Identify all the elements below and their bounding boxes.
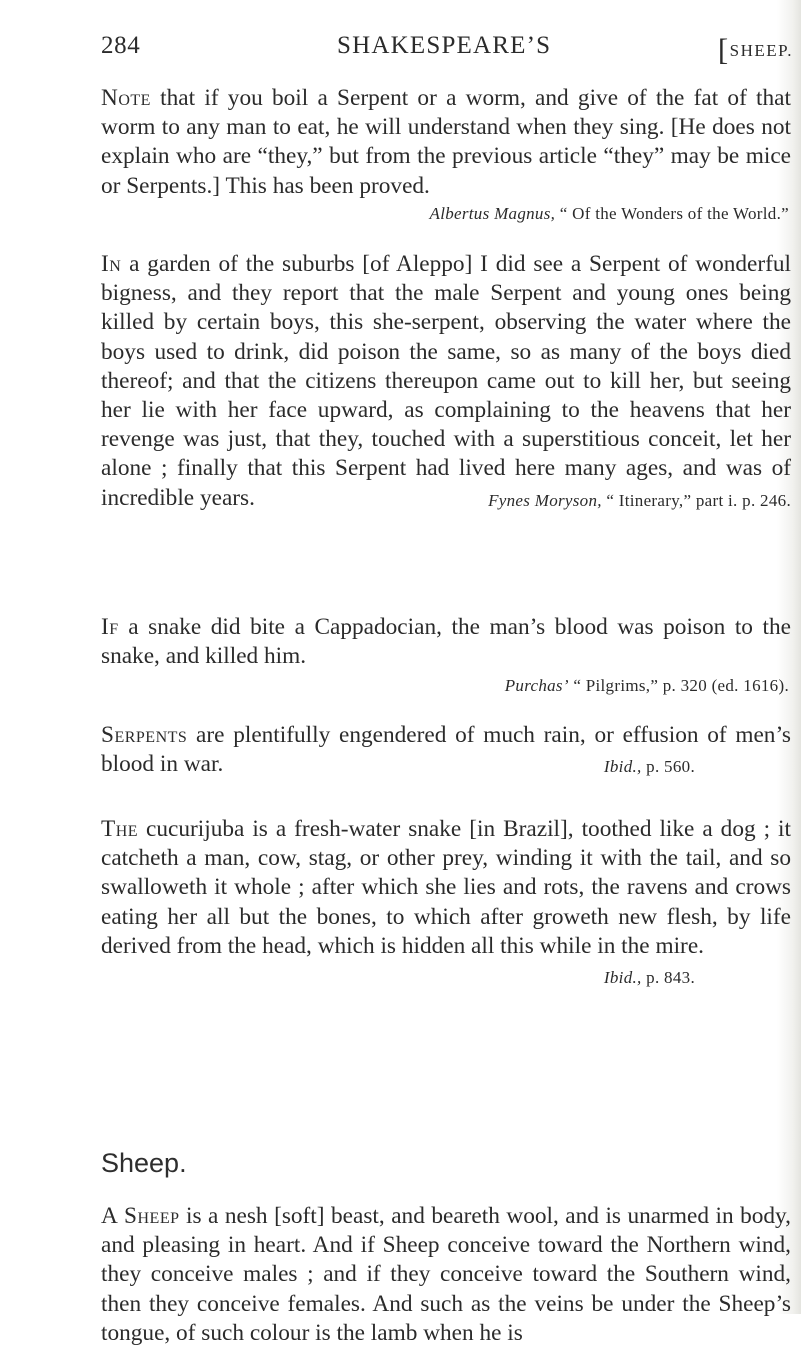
entry-paragraph bbox=[101, 721, 791, 781]
entry-paragraph bbox=[101, 613, 791, 671]
citation-work: p. 843. bbox=[641, 968, 695, 988]
entry-paragraph bbox=[101, 250, 791, 515]
citation-author: Purchas’ bbox=[504, 676, 569, 695]
running-title: SHAKESPEARE’S bbox=[337, 32, 552, 59]
entry-text: is a nesh [soft] beast, and beareth wool, and is unarmed in body, and pleasing in heart. And if Sheep conceive toward the Northern wind, they conceive males ; and if they conceive toward the Southern wind, then they conceive females. And such as the veins be under the Sheep’s tongue, of such colour is the lamb when he is bbox=[101, 1203, 791, 1346]
citation-author: Albertus Magnus, bbox=[429, 204, 556, 223]
citation-work: “ Itinerary,” part i. p. 246. bbox=[601, 490, 791, 510]
section-marker: [SHEEP. bbox=[717, 32, 793, 67]
entry-lead: If bbox=[101, 614, 119, 640]
citation-work: “ Of the Wonders of the World.” bbox=[555, 204, 789, 223]
entry-text: a garden of the suburbs [of Aleppo] I did see a Serpent of wonderful bigness, and they report that the male Serpent and young ones being killed by certain boys, this she-serpent, observing the water where the boys used to drink, did poison the same, so as many of the boys died thereof; and that the citizens thereupon came out to kill her, but seeing her lie with her face upward, as complaining to the heavens that her revenge was just, that they, touched with a superstitious conceit, let her alone ; finally that this Serpent had lived here many ages, and was of incredible years. bbox=[101, 251, 791, 511]
running-header bbox=[101, 24, 795, 67]
entry-citation bbox=[604, 961, 791, 992]
entry-paragraph bbox=[101, 84, 791, 201]
citation-author: Ibid., bbox=[603, 968, 642, 988]
entry-paragraph bbox=[101, 1202, 791, 1348]
entry-citation bbox=[101, 204, 789, 224]
entry-lead: The bbox=[101, 816, 139, 842]
entry-lead: Note bbox=[101, 85, 151, 111]
entry-text: that if you boil a Serpent or a worm, and give of the fat of that worm to any man to eat, he will understand when they sing. [He does not explain who are “they,” but from the previous article “they” may be mice or Serpents.] This has been proved. bbox=[101, 85, 791, 199]
entry-text: a snake did bite a Cappadocian, the man’s blood was poison to the snake, and killed him. bbox=[101, 614, 791, 670]
citation-author: Ibid., bbox=[603, 757, 642, 777]
page-number: 284 bbox=[101, 32, 141, 59]
entry-text: are plentifully engendered of much rain, or effusion of men’s blood in war. bbox=[101, 722, 791, 778]
entry-lead: Serpents bbox=[101, 722, 188, 748]
section-label: SHEEP. bbox=[729, 41, 793, 60]
entry-citation bbox=[101, 676, 789, 696]
entry-lead: A Sheep bbox=[101, 1203, 180, 1229]
citation-work: “ Pilgrims,” p. 320 (ed. 1616). bbox=[568, 676, 789, 695]
entry-citation bbox=[604, 750, 791, 781]
entry-text: cucurijuba is a fresh-water snake [in Brazil], toothed like a dog ; it catcheth a man, cow, stag, or other prey, winding it with the tail, and so swalloweth it whole ; after which she lies and rots, the ravens and crows eating her all but the bones, to which after groweth new flesh, by life derived from the head, which is hidden all this while in the mire. bbox=[101, 816, 791, 959]
citation-author: Fynes Moryson, bbox=[488, 490, 602, 510]
section-heading: Sheep. bbox=[101, 1148, 187, 1178]
entry-lead: In bbox=[101, 251, 122, 277]
entry-paragraph bbox=[101, 815, 791, 992]
citation-work: p. 560. bbox=[641, 757, 695, 777]
entry-citation bbox=[488, 484, 791, 515]
